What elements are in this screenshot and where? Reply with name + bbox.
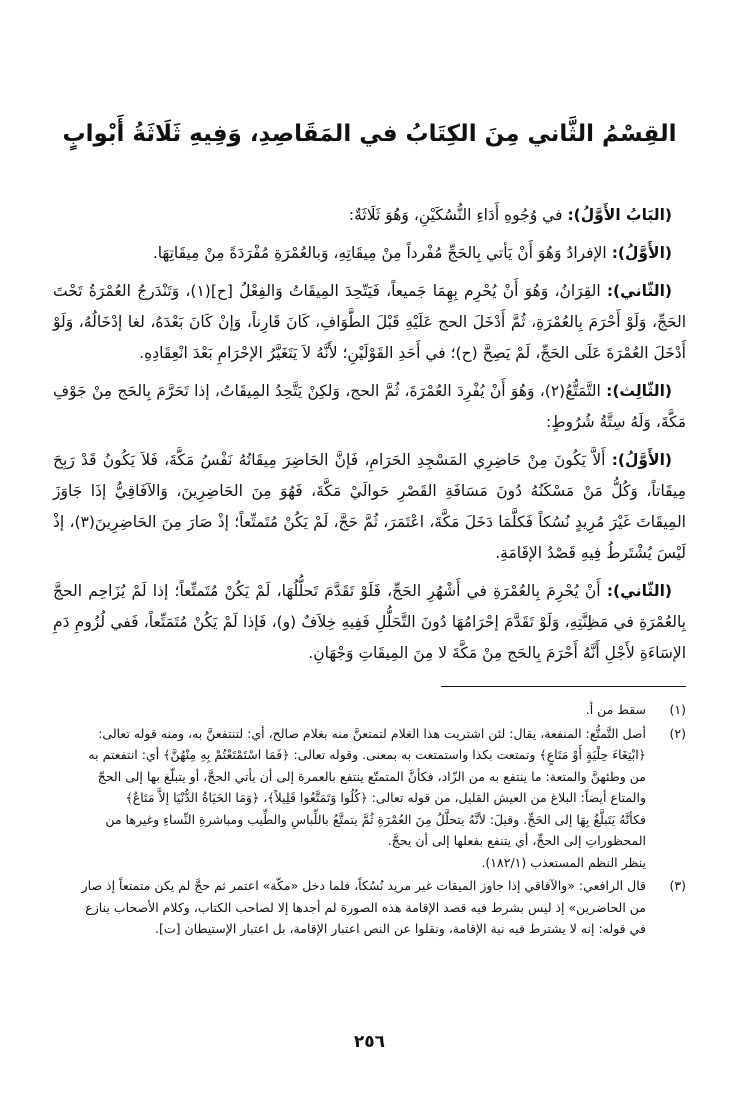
- paragraph-label: (الثّاني):: [606, 282, 672, 300]
- paragraph-ifrad: [53, 238, 686, 269]
- footnote-line: ينظر النظم المستعذب (١٨٢/١).: [481, 854, 646, 870]
- footnote-line: ﴿ابْتِغَاءَ حِلْيَةٍ أَوْ مَتَاعٍ﴾ وتمتعت بكذا واستمتعت به بمعنى. وقوله تعالى: ﴿فَمَا اسْتَمْتَعْتُمْ بِهِ مِنْهُنَّ﴾ أي: انتفعتم به: [88, 747, 646, 762]
- footnote-line: في قوله: إنه لا يشترط فيه نية الإقامة، ونقلوا عن النص اعتبار الإقامة، بل اعتبار الإستيطان [ت].: [155, 921, 646, 936]
- paragraph-text: أَلاَّ يَكُونَ مِنْ حَاضِرِي المَسْجِدِ الحَرَامِ، فَإنَّ الحَاضِرَ مِيقَاتُهُ نَفْسُ مَكَّةَ، فَلاَ يَكُونُ قَدْ رَبِحَ مِيقَاتاً، وَكُلُّ مَنْ مَسْكَنُهُ دُونَ مَسَافَةِ القَصْرِ حَوالَيْ مَكَّةَ، فَهُوَ مِنَ الحَاضِرِينَ، وَالآفَاقِيُّ إذَا جَاوَزَ المِيقَاتَ غَيْرَ مُرِيدٍ نُسُكاً فَكلَّمَا دَخَلَ مَكَّةَ، اعْتَمَرَ، ثُمَّ حَجَّ، لَمْ يَكُنْ مُتَمتِّعاً؛ إذْ صَارَ مِنَ الحَاضِرِينَ(٣)، إذْ لَيْسَ يُشْتَرطُ فِيهِ قَصْدُ الإقَامَةِ.: [53, 451, 686, 562]
- main-text: [53, 200, 686, 676]
- paragraph-text: الإفرادُ وَهُوَ أَنْ يَأتي بِالحَجِّ مُفْرداً مِنْ مِيقَاتِهِ، وَبالعُمْرَةِ مُفْرَدَةً مِنْ مِيقَاتِهَا.: [152, 244, 607, 262]
- paragraph-text: في وُجُوهِ أَدَاءِ النُّسُكَيْنِ، وَهُوَ ثَلَاثَةٌ:: [348, 206, 563, 224]
- footnote-line: من الحاضرين» إذ ليس بشرط فيه قصد الإقامة هذه الصورة لم أجدها إلا لصاحب الكتاب، وكلام الأصحاب ينازع: [85, 899, 646, 915]
- footnote-3: [53, 875, 686, 940]
- footnote-number: (٣): [669, 878, 686, 893]
- footnote-line: قال الرافعي: «والآفاقي إذا جاوز الميقات غير مريد نُسُكاً، فلما دخل «مكّة» اعتمر ثم حجَّ لم يكن متمتعاً إذ صار: [81, 878, 646, 893]
- paragraph-condition-two: [53, 576, 686, 669]
- footnote-line: أصل التَّمتُّع: المنفعة، يقال: لئن اشتريت هذا الغلام لتمتعنَّ منه بغلام صالح، أي: لتنتفعنَّ به، ومنه قوله تعالى:: [98, 725, 646, 741]
- page-number: ٢٥٦: [353, 1032, 386, 1052]
- paragraph-condition-one: [53, 445, 686, 569]
- footnote-number: (١): [669, 702, 686, 717]
- paragraph-text: أَنْ يُحْرِمَ بِالعُمْرَةِ في أَشْهُرِ الحَجِّ، فَلَوْ تَقَدَّمَ تَحلُّلُهَا، لَمْ يَكُنْ مُتَمتِّعاً؛ إذا لَمْ يُزَاحِم الحجَّ بِالعُمْرَةِ في مَظِنَّتِهِ، وَلَوْ تَقَدَّمَ إحْرَامُهَا دُونَ التَّحَلُّلِ فَفِيهِ خِلاَفٌ (و)، فَإذا لَمْ يَكُنْ مُتَمَتِّعاً، فَفي لُزُومِ دَمِ الإسَاءَةِ لأَجْلِ أَنَّهُ أَحْرَمَ بِالحَج مِنْ مَكَّةَ لا مِنَ المِيقَاتِ وَجْهَانِ.: [53, 582, 686, 662]
- paragraph-text: القِرَانُ، وَهُوَ أَنْ يُحْرِم بِهِمَا جَميعاً، فَيَتّحِدَ المِيقَاتُ وَالفِعْلُ [ح](١)، وَتَنْدَرجُ العُمْرَةُ تَحْتَ الحَجِّ، وَلَوْ أَحْرَمَ بِالعُمْرَةِ، ثُمَّ أَدْخَلَ الحج عَلَيْهِ قَبْلَ الطَّوَافِ، كَانَ قَارِناً، وَإنْ كَانَ بَعْدَهُ، لغا إدْخَالُهُ، وَلَوْ أَدْخَلَ العُمْرَةَ عَلَى الحَجِّ، لَمْ يَصِحَّ (ح)؛ في أَحَدِ القَوْلَيْنِ؛ لأَنَّهُ لاَ يَتَغَيَّرُ الإحْرَامِ بَعْدَ انْعِقَادِهِ.: [53, 282, 686, 362]
- paragraph-text: التَّمَتُّعُ(٢)، وَهُوَ أَنْ يُفْرِدَ العُمْرَةَ، ثُمَّ الحج، وَلكِنْ يَتَّحِدُ المِيقَاتُ، إذا تَحَرَّمَ بِالحَج مِنْ جَوْفِ مَكَّةَ، وَلَهُ سِتَّةُ شُرُوطٍ:: [53, 382, 686, 431]
- paragraph-label: (الأَوَّلُ):: [611, 451, 672, 469]
- footnote-number: (٢): [669, 725, 686, 741]
- paragraph-label: (الأَوَّلُ):: [611, 244, 672, 262]
- footnote-line: المحظوراتِ إلى الحجِّ، أي يتنفع بفعلها إلى أن يحجَّ.: [387, 833, 646, 848]
- paragraph-qiran: [53, 276, 686, 369]
- paragraph-label: (البَابُ الأَوَّلُ):: [567, 206, 672, 224]
- footnote-line: فكأنَّهُ يَتَبلَّغُ بِهَا إلى الحَجِّ. وقيلَ: لأنَّهُ يتحلَّلُ مِنَ العُمْرَةِ ثُمَّ يتمتَّعُ باللِّباسِ والطِّيب ومباشرةِ النِّساءِ وغيرها من: [105, 811, 646, 827]
- footnote-separator: [441, 686, 686, 687]
- footnote-line: سقط من أ.: [585, 702, 646, 717]
- footnote-line: والمتاع أيضاً: البلاغ من العيش القليل، من قوله تعالى: ﴿كُلُوا وَتَمَتَّعُوا قَلِيلاً﴾، ﴿وَمَا الحَيَاةُ الدُّنْيَا إلاَّ مَتَاعٌ﴾: [125, 790, 646, 805]
- footnotes: [53, 699, 686, 942]
- footnote-line: من وطئهنَّ والمتعة: ما ينتفع به من الزّاد، فكأنَّ المتمتّع ينتفع بالعمرة إلى أن يأتي الحجَّ، أو يتبلّغ بها إلى الحجّ: [97, 768, 646, 784]
- section-title: القِسْمُ الثَّاني مِنَ الكِتَابُ في المَقَاصِدِ، وَفِيهِ ثَلَاثَةُ أَبْوابٍ: [62, 121, 677, 147]
- paragraph-chapter-one: [53, 200, 686, 231]
- paragraph-tamattu: [53, 376, 686, 438]
- footnote-2: [53, 723, 686, 874]
- footnote-1: [53, 699, 686, 721]
- paragraph-label: (الثّالِث):: [606, 382, 672, 400]
- paragraph-label: (الثّاني):: [606, 582, 672, 600]
